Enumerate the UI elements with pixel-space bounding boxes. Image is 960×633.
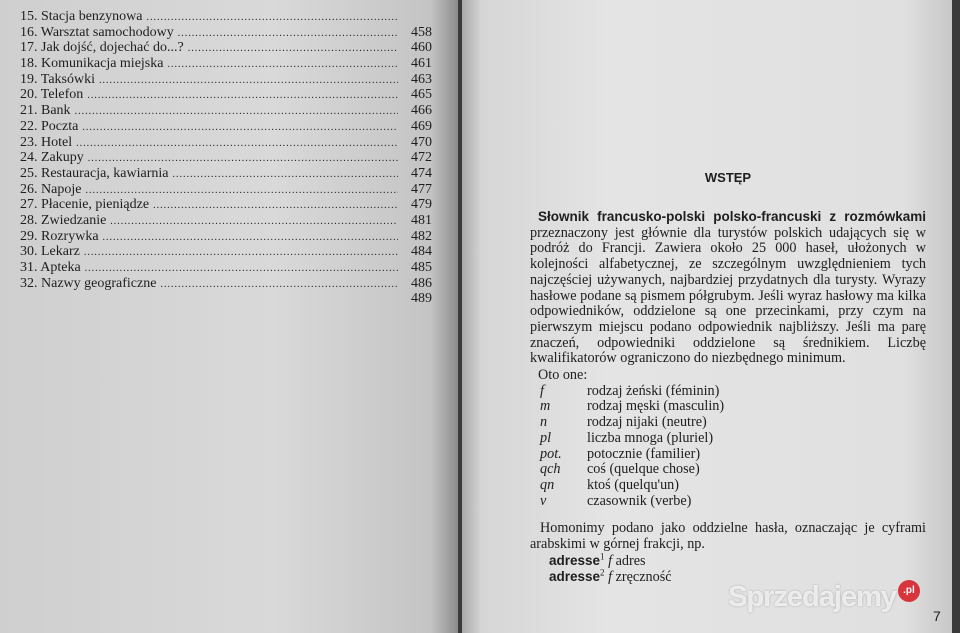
toc-entry [20, 25, 432, 41]
toc-title: 29. Rozrywka [20, 228, 99, 244]
toc-leader-dots [82, 120, 398, 135]
toc-entry [20, 135, 432, 151]
toc-title: 18. Komunikacja miejska [20, 56, 164, 72]
watermark [728, 580, 920, 614]
toc-entry [20, 9, 432, 25]
toc-leader-dots [87, 88, 398, 103]
homonym-number: 1 [600, 551, 605, 562]
translation: zręczność [615, 568, 672, 585]
toc-page-number: 484 [411, 244, 432, 260]
gender: f [608, 552, 613, 569]
homonyms-paragraph: Homonimy podano jako oddzielne hasła, oznaczając je cyframi arabskimi w górnej frakcji, np. [530, 520, 926, 553]
toc-leader-dots [85, 261, 398, 276]
toc-entry [20, 103, 432, 119]
watermark-badge: .pl [898, 580, 920, 602]
toc-page-number: 477 [411, 181, 432, 197]
toc-title: 16. Warsztat samochodowy [20, 24, 174, 40]
toc-page-number: 481 [411, 212, 432, 228]
abbreviation: f [540, 382, 544, 399]
toc-title: 32. Nazwy geograficzne [20, 275, 157, 291]
toc-entry [20, 213, 432, 229]
example-entry [530, 553, 926, 569]
toc-leader-dots [84, 245, 398, 260]
toc-leader-dots [146, 10, 398, 25]
toc-title: 25. Restauracja, kawiarnia [20, 165, 169, 181]
toc-page-number: 461 [411, 56, 432, 72]
toc-title: 23. Hotel [20, 134, 73, 150]
abbreviation: qch [540, 461, 561, 478]
toc-title: 17. Jak dojść, dojechać do...? [20, 40, 184, 56]
abbreviation: pl [540, 429, 552, 446]
toc-page-number: 469 [411, 118, 432, 134]
page-number: 7 [933, 608, 941, 624]
list-intro: Oto one: [538, 367, 588, 384]
toc-page-number: 458 [411, 24, 432, 40]
toc-title: 15. Stacja benzynowa [20, 9, 143, 24]
toc-leader-dots [88, 151, 398, 166]
abbreviation-item [532, 494, 926, 510]
toc-page-number: 482 [411, 228, 432, 244]
toc-leader-dots [167, 57, 398, 72]
toc-leader-dots [188, 41, 398, 56]
abbreviation-item [532, 478, 926, 494]
table-of-contents [20, 9, 432, 307]
abbreviation-meaning: liczba mnoga (pluriel) [587, 429, 714, 446]
toc-page-number: 465 [411, 87, 432, 103]
abbreviation-meaning: coś (quelque chose) [587, 461, 700, 478]
toc-entry [20, 197, 432, 213]
abbreviation-meaning: ktoś (quelqu'un) [587, 476, 680, 493]
toc-page-number: 463 [411, 71, 432, 87]
toc-entry [20, 166, 432, 182]
toc-leader-dots [103, 230, 398, 245]
toc-title: 31. Apteka [20, 260, 81, 275]
toc-leader-dots [178, 26, 398, 41]
headword: adresse [549, 552, 601, 568]
abbreviation-meaning: rodzaj męski (masculin) [587, 398, 725, 415]
toc-title: 28. Zwiedzanie [20, 212, 107, 228]
toc-entry [20, 244, 432, 260]
toc-title: 22. Poczta [20, 118, 79, 134]
toc-page-number: 466 [411, 103, 432, 119]
toc-title: 27. Płacenie, pieniądze [20, 197, 150, 213]
toc-leader-dots [110, 214, 398, 229]
toc-title: 26. Napoje [20, 181, 82, 197]
homonym-number: 2 [600, 567, 605, 578]
abbreviation-item [532, 384, 926, 400]
intro-paragraph [530, 209, 926, 367]
toc-entry [20, 291, 432, 307]
headword: adresse [549, 568, 601, 584]
toc-leader-dots [75, 104, 398, 119]
toc-entry [20, 87, 432, 103]
toc-title: 19. Taksówki [20, 71, 95, 87]
abbreviation-item [532, 447, 926, 463]
abbreviation-item [532, 399, 926, 415]
toc-page-number: 474 [411, 165, 432, 181]
abbreviation: m [540, 398, 551, 415]
toc-leader-dots [76, 136, 398, 151]
toc-entry [20, 72, 432, 88]
abbreviation-meaning: rodzaj żeński (féminin) [587, 382, 720, 399]
abbreviation-list [530, 368, 926, 509]
toc-page-number: 486 [411, 275, 432, 291]
toc-entry [20, 40, 432, 56]
bold-lead: Słownik francusko-polski polsko-francuski z rozmówkami [538, 209, 926, 224]
toc-entry [20, 119, 432, 135]
abbreviation: qn [540, 476, 555, 493]
toc-page-number: 485 [411, 260, 432, 275]
abbreviation-meaning: czasownik (verbe) [587, 492, 692, 509]
abbreviation-meaning: potocznie (familier) [587, 445, 701, 462]
gender: f [608, 568, 613, 585]
abbreviation-item [532, 462, 926, 478]
toc-leader-dots [160, 277, 398, 292]
translation: adres [615, 552, 646, 569]
intro-column [530, 170, 926, 585]
toc-entry [20, 182, 432, 198]
toc-page-number: 460 [411, 40, 432, 56]
abbreviation-meaning: rodzaj nijaki (neutre) [587, 414, 707, 431]
toc-entry [20, 229, 432, 245]
paragraph-text: przeznaczony jest głównie dla turystów polskich udających się w podróż do Francji. Zawiera około 25 000 haseł, ułożonych w kolejności alfabetycznej, ze szczególnym uwzględnieniem tych najczęściej używanych, najbardziej przydatnych dla turysty. Wyrazy hasłowe podane są pismem półgrubym. Jeśli wyraz hasłowy ma kilka odpowiedników, oddzielone są one przecinkami, przy czym na pierwszym miejscu podano odpowiednik najbliższy. Jeśli ma parę znaczeń, odpowiedniki oddzielone są średnikiem. Liczbę kwalifikatorów ograniczono do niezbędnego minimum. [530, 224, 926, 367]
abbreviation-item [532, 431, 926, 447]
toc-title: 20. Telefon [20, 87, 84, 103]
toc-entry [20, 276, 432, 292]
section-heading: WSTĘP [704, 170, 752, 185]
toc-title: 30. Lekarz [20, 244, 80, 260]
abbreviation: v [540, 492, 547, 509]
toc-page-number: 470 [411, 134, 432, 150]
toc-page-number: 489 [411, 291, 432, 307]
toc-leader-dots [153, 198, 398, 213]
abbreviation: pot. [540, 445, 562, 462]
abbreviation-item [532, 415, 926, 431]
toc-entry [20, 56, 432, 72]
toc-leader-dots [99, 73, 398, 88]
abbreviation: n [540, 414, 548, 431]
toc-entry [20, 150, 432, 166]
toc-title: 24. Zakupy [20, 150, 84, 166]
watermark-logo: Sprzedajemy [728, 581, 896, 613]
toc-leader-dots [85, 183, 398, 198]
toc-title: 21. Bank [20, 103, 71, 119]
left-page [0, 0, 458, 633]
toc-page-number: 472 [411, 150, 432, 166]
toc-entry [20, 260, 432, 276]
toc-leader-dots [173, 167, 399, 182]
toc-page-number: 479 [411, 197, 432, 213]
